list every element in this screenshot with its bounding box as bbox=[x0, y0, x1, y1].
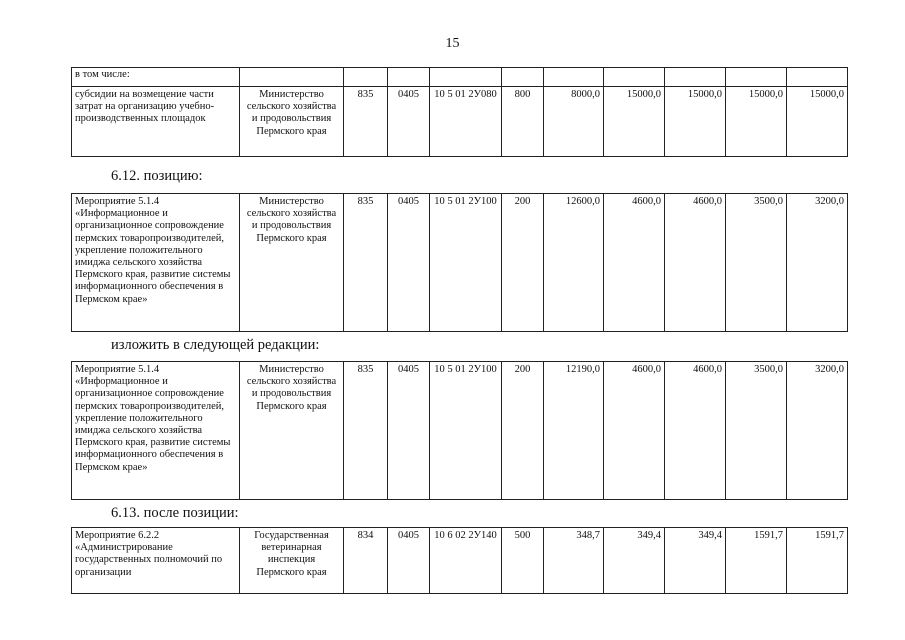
target-article-cell: 10 5 01 2У100 bbox=[430, 194, 502, 332]
amount-cell-2: 15000,0 bbox=[604, 87, 665, 157]
expense-type-cell: 200 bbox=[502, 362, 544, 500]
section-heading-edit: изложить в следующей редакции: bbox=[111, 337, 320, 353]
section-code-cell: 0405 bbox=[388, 528, 430, 594]
target-article-cell: 10 5 01 2У080 bbox=[430, 87, 502, 157]
amount-cell-3: 349,4 bbox=[665, 528, 726, 594]
grbs-code-cell: 835 bbox=[344, 194, 388, 332]
name-cell: Мероприятие 5.1.4 «Информационное и организационное сопровождение пермских товаропроизводителей, укрепление положительного имиджа сельского хозяйства Пермского края, развитие системы информационного обеспечения в Пермском крае» bbox=[72, 362, 240, 500]
amount-cell-3: 4600,0 bbox=[665, 362, 726, 500]
amount-cell-3: 15000,0 bbox=[665, 87, 726, 157]
name-text: Мероприятие 6.2.2 «Администрирование государственных полномочий по организации bbox=[75, 530, 223, 578]
amount-cell-5: 15000,0 bbox=[787, 87, 848, 157]
organization-cell: Государственная ветеринарная инспекция Пермского края bbox=[240, 528, 344, 594]
empty-cell bbox=[726, 68, 787, 87]
expense-type-cell: 500 bbox=[502, 528, 544, 594]
target-article-cell: 10 6 02 2У140 bbox=[430, 528, 502, 594]
budget-table-2 bbox=[71, 193, 848, 332]
section-code-cell: 0405 bbox=[388, 194, 430, 332]
table-row bbox=[72, 68, 848, 87]
section-code-cell: 0405 bbox=[388, 362, 430, 500]
expense-type-cell: 800 bbox=[502, 87, 544, 157]
amount-cell-4: 1591,7 bbox=[726, 528, 787, 594]
organization-cell: Министерство сельского хозяйства и продовольствия Пермского края bbox=[240, 87, 344, 157]
amount-cell-2: 4600,0 bbox=[604, 194, 665, 332]
budget-table-4 bbox=[71, 527, 848, 594]
empty-cell bbox=[604, 68, 665, 87]
amount-cell-1: 8000,0 bbox=[544, 87, 604, 157]
table-row bbox=[72, 194, 848, 332]
amount-cell-4: 15000,0 bbox=[726, 87, 787, 157]
amount-cell-5: 3200,0 bbox=[787, 194, 848, 332]
section-code-cell: 0405 bbox=[388, 87, 430, 157]
table-row bbox=[72, 362, 848, 500]
budget-table-1 bbox=[71, 67, 848, 157]
empty-cell bbox=[430, 68, 502, 87]
grbs-code-cell: 835 bbox=[344, 362, 388, 500]
name-cell: Мероприятие 5.1.4 «Информационное и организационное сопровождение пермских товаропроизводителей, укрепление положительного имиджа сельского хозяйства Пермского края, развитие системы информационного обеспечения в Пермском крае» bbox=[72, 194, 240, 332]
grbs-code-cell: 835 bbox=[344, 87, 388, 157]
subheader-cell: в том числе: bbox=[72, 68, 240, 87]
table-row bbox=[72, 87, 848, 157]
organization-cell: Министерство сельского хозяйства и продовольствия Пермского края bbox=[240, 194, 344, 332]
amount-cell-1: 348,7 bbox=[544, 528, 604, 594]
section-heading-6-13: 6.13. после позиции: bbox=[111, 505, 239, 521]
amount-cell-1: 12190,0 bbox=[544, 362, 604, 500]
empty-cell bbox=[240, 68, 344, 87]
amount-cell-4: 3500,0 bbox=[726, 194, 787, 332]
name-cell: субсидии на возмещение части затрат на организацию учебно-производственных площадок bbox=[72, 87, 240, 157]
amount-cell-5: 3200,0 bbox=[787, 362, 848, 500]
amount-cell-2: 349,4 bbox=[604, 528, 665, 594]
section-heading-6-12: 6.12. позицию: bbox=[111, 168, 203, 184]
empty-cell bbox=[787, 68, 848, 87]
amount-cell-5: 1591,7 bbox=[787, 528, 848, 594]
empty-cell bbox=[665, 68, 726, 87]
target-article-cell: 10 5 01 2У100 bbox=[430, 362, 502, 500]
page-number: 15 bbox=[445, 36, 460, 51]
amount-cell-3: 4600,0 bbox=[665, 194, 726, 332]
grbs-code-cell: 834 bbox=[344, 528, 388, 594]
amount-cell-4: 3500,0 bbox=[726, 362, 787, 500]
amount-cell-1: 12600,0 bbox=[544, 194, 604, 332]
empty-cell bbox=[544, 68, 604, 87]
name-cell bbox=[72, 528, 240, 594]
empty-cell bbox=[388, 68, 430, 87]
table-row bbox=[72, 528, 848, 594]
expense-type-cell: 200 bbox=[502, 194, 544, 332]
budget-table-3 bbox=[71, 361, 848, 500]
empty-cell bbox=[344, 68, 388, 87]
organization-cell: Министерство сельского хозяйства и продовольствия Пермского края bbox=[240, 362, 344, 500]
empty-cell bbox=[502, 68, 544, 87]
amount-cell-2: 4600,0 bbox=[604, 362, 665, 500]
